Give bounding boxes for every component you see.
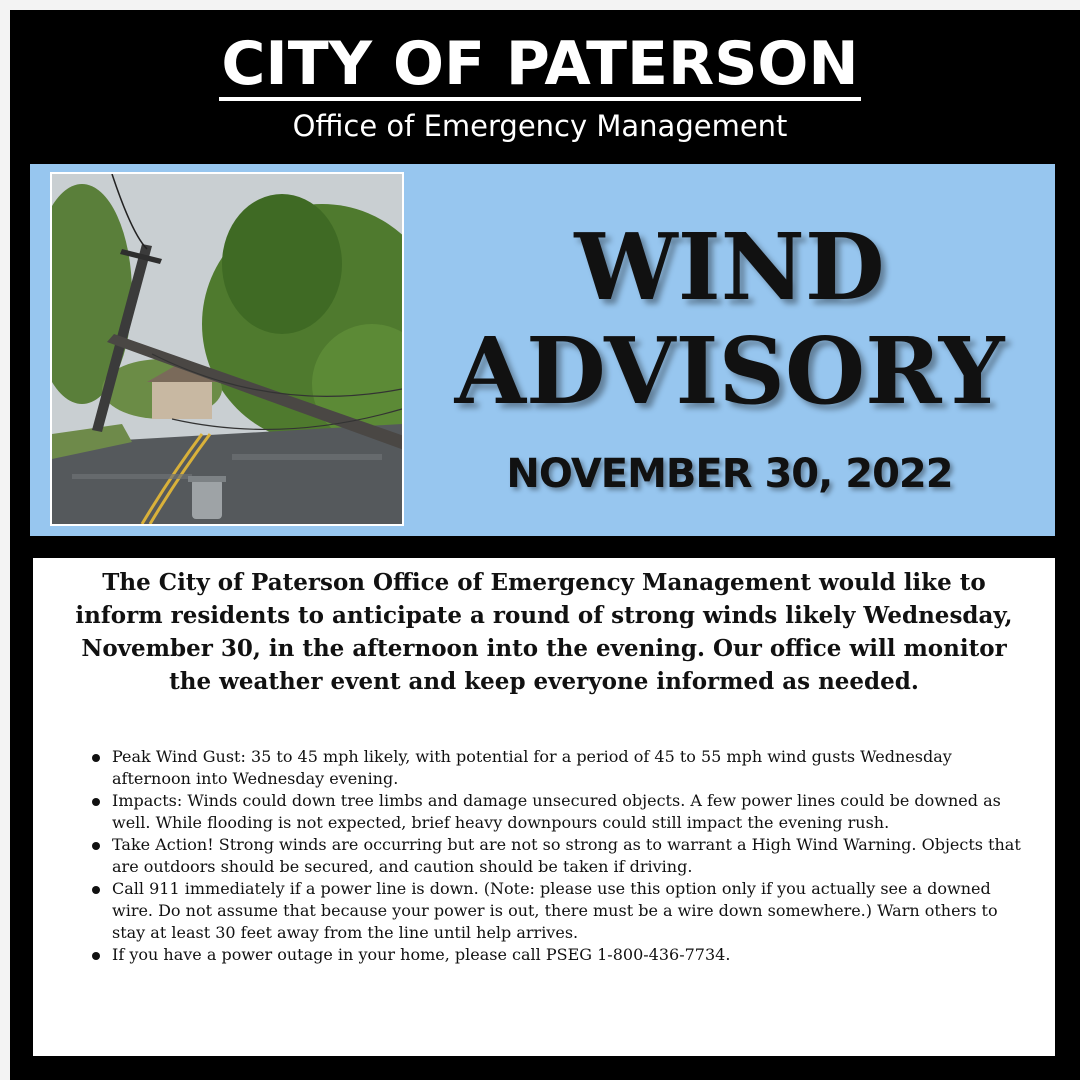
list-item <box>90 834 1030 878</box>
bullet-icon <box>92 952 100 960</box>
bullet-icon <box>92 886 100 894</box>
bullet-icon <box>92 754 100 762</box>
headline-wind: WIND <box>574 213 885 321</box>
list-item <box>90 878 1030 944</box>
list-item <box>90 790 1030 834</box>
list-item <box>90 944 1030 966</box>
page-title <box>0 26 1080 102</box>
bullet-text: Peak Wind Gust: 35 to 45 mph likely, with potential for a period of 45 to 55 mph wind gusts Wednesday afternoon into Wednesday evening. <box>112 747 952 788</box>
page-title-text: CITY OF PATERSON <box>221 29 859 99</box>
bullet-text: Call 911 immediately if a power line is down. (Note: please use this option only if you actually see a downed wire. Do not assume that because your power is out, there must be a wire down somewhere.) Warn others to stay at least 30 feet away from the line until help arrives. <box>112 879 998 942</box>
lead-paragraph: The City of Paterson Office of Emergency Management would like to inform residents to anticipate a round of strong winds likely Wednesday, November 30, in the afternoon into the evening. Our office will monitor the weather event and keep everyone informed as needed. <box>75 569 1013 695</box>
list-item <box>90 746 1030 790</box>
downed-power-pole-illustration <box>52 174 402 524</box>
advisory-bullet-list <box>90 746 1030 966</box>
bullet-text: If you have a power outage in your home, please call PSEG 1-800-436-7734. <box>112 945 731 964</box>
bullet-icon <box>92 842 100 850</box>
bullet-text: Impacts: Winds could down tree limbs and damage unsecured objects. A few power lines could be downed as well. While flooding is not expected, brief heavy downpours could still impact the evening rush. <box>112 791 1001 832</box>
bullet-text: Take Action! Strong winds are occurring but are not so strong as to warrant a High Wind Warning. Objects that are outdoors should be secured, and caution should be taken if driving. <box>112 835 1021 876</box>
page-subtitle: Office of Emergency Management <box>292 109 788 143</box>
headline-advisory: ADVISORY <box>454 317 1005 425</box>
bullet-icon <box>92 798 100 806</box>
downed-power-pole-photo <box>50 172 404 526</box>
advisory-date: NOVEMBER 30, 2022 <box>506 451 953 497</box>
